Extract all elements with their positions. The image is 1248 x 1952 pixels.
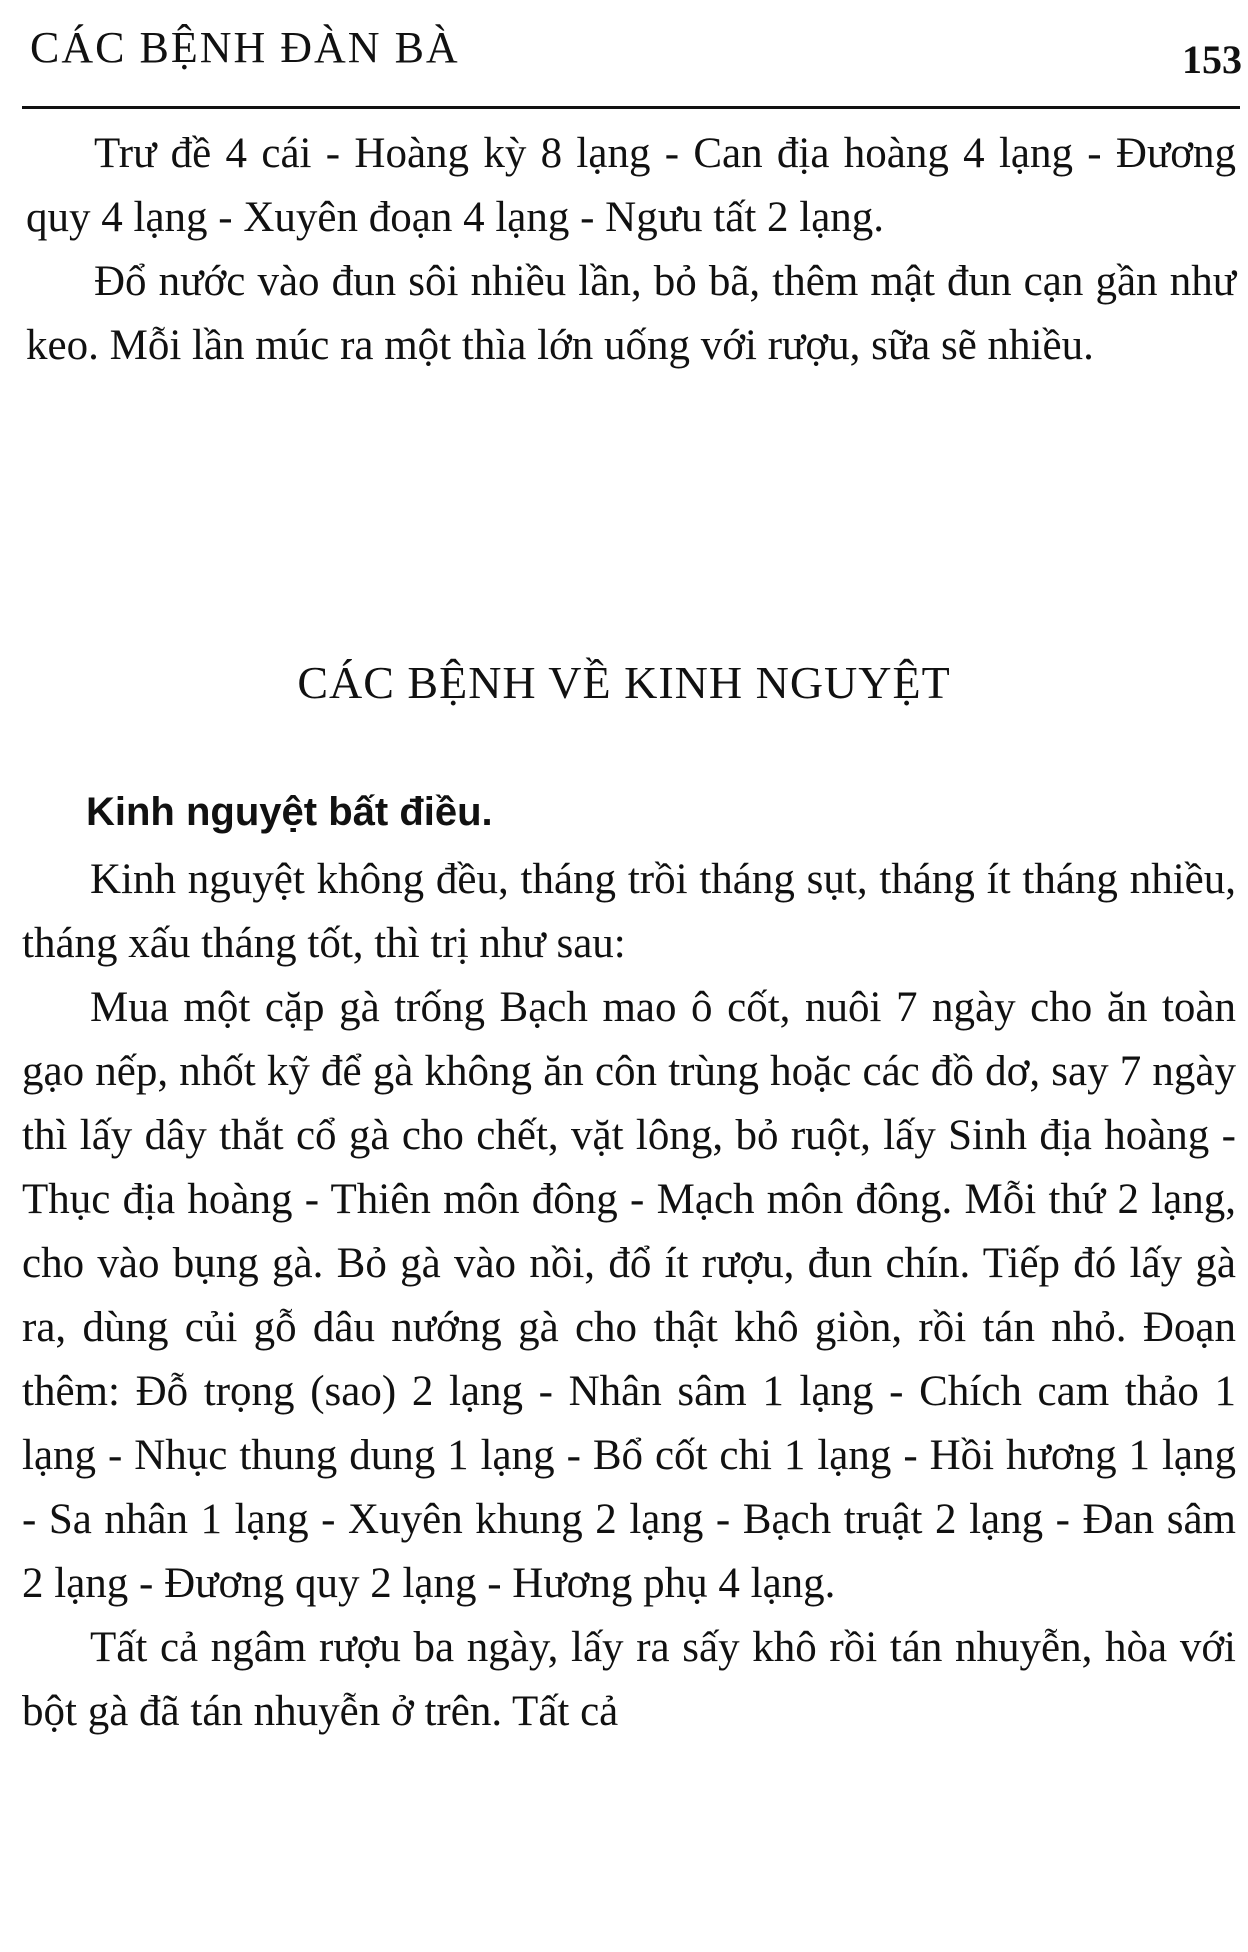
running-head: CÁC BỆNH ĐÀN BÀ <box>30 23 460 72</box>
section-text-block <box>22 848 1236 1744</box>
paragraph: Đổ nước vào đun sôi nhiều lần, bỏ bã, thêm mật đun cạn gần như keo. Mỗi lần múc ra một thìa lớn uống với rượu, sữa sẽ nhiều. <box>26 258 1236 369</box>
top-text-block <box>26 122 1236 378</box>
paragraph: Tất cả ngâm rượu ba ngày, lấy ra sấy khô rồi tán nhuyễn, hòa với bột gà đã tán nhuyễn ở trên. Tất cả <box>22 1624 1236 1735</box>
section-subheading: Kinh nguyệt bất điều. <box>86 790 493 834</box>
paragraph: Kinh nguyệt không đều, tháng trồi tháng sụt, tháng ít tháng nhiều, tháng xấu tháng tốt, thì trị như sau: <box>22 856 1236 967</box>
section-title: CÁC BỆNH VỀ KINH NGUYỆT <box>297 657 951 708</box>
paragraph: Mua một cặp gà trống Bạch mao ô cốt, nuôi 7 ngày cho ăn toàn gạo nếp, nhốt kỹ để gà không ăn côn trùng hoặc các đồ dơ, say 7 ngày thì lấy dây thắt cổ gà cho chết, vặt lông, bỏ ruột, lấy Sinh địa hoàng - Thục địa hoàng - Thiên môn đông - Mạch môn đông. Mỗi thứ 2 lạng, cho vào bụng gà. Bỏ gà vào nồi, đổ ít rượu, đun chín. Tiếp đó lấy gà ra, dùng củi gỗ dâu nướng gà cho thật khô giòn, rồi tán nhỏ. Đoạn thêm: Đỗ trọng (sao) 2 lạng - Nhân sâm 1 lạng - Chích cam thảo 1 lạng - Nhục thung dung 1 lạng - Bổ cốt chi 1 lạng - Hồi hương 1 lạng - Sa nhân 1 lạng - Xuyên khung 2 lạng - Bạch truật 2 lạng - Đan sâm 2 lạng - Đương quy 2 lạng - Hương phụ 4 lạng. <box>22 984 1236 1607</box>
page-number: 153 <box>1182 37 1242 82</box>
header-rule <box>22 106 1240 109</box>
paragraph: Trư đề 4 cái - Hoàng kỳ 8 lạng - Can địa hoàng 4 lạng - Đương quy 4 lạng - Xuyên đoạn 4 lạng - Ngưu tất 2 lạng. <box>26 130 1236 241</box>
